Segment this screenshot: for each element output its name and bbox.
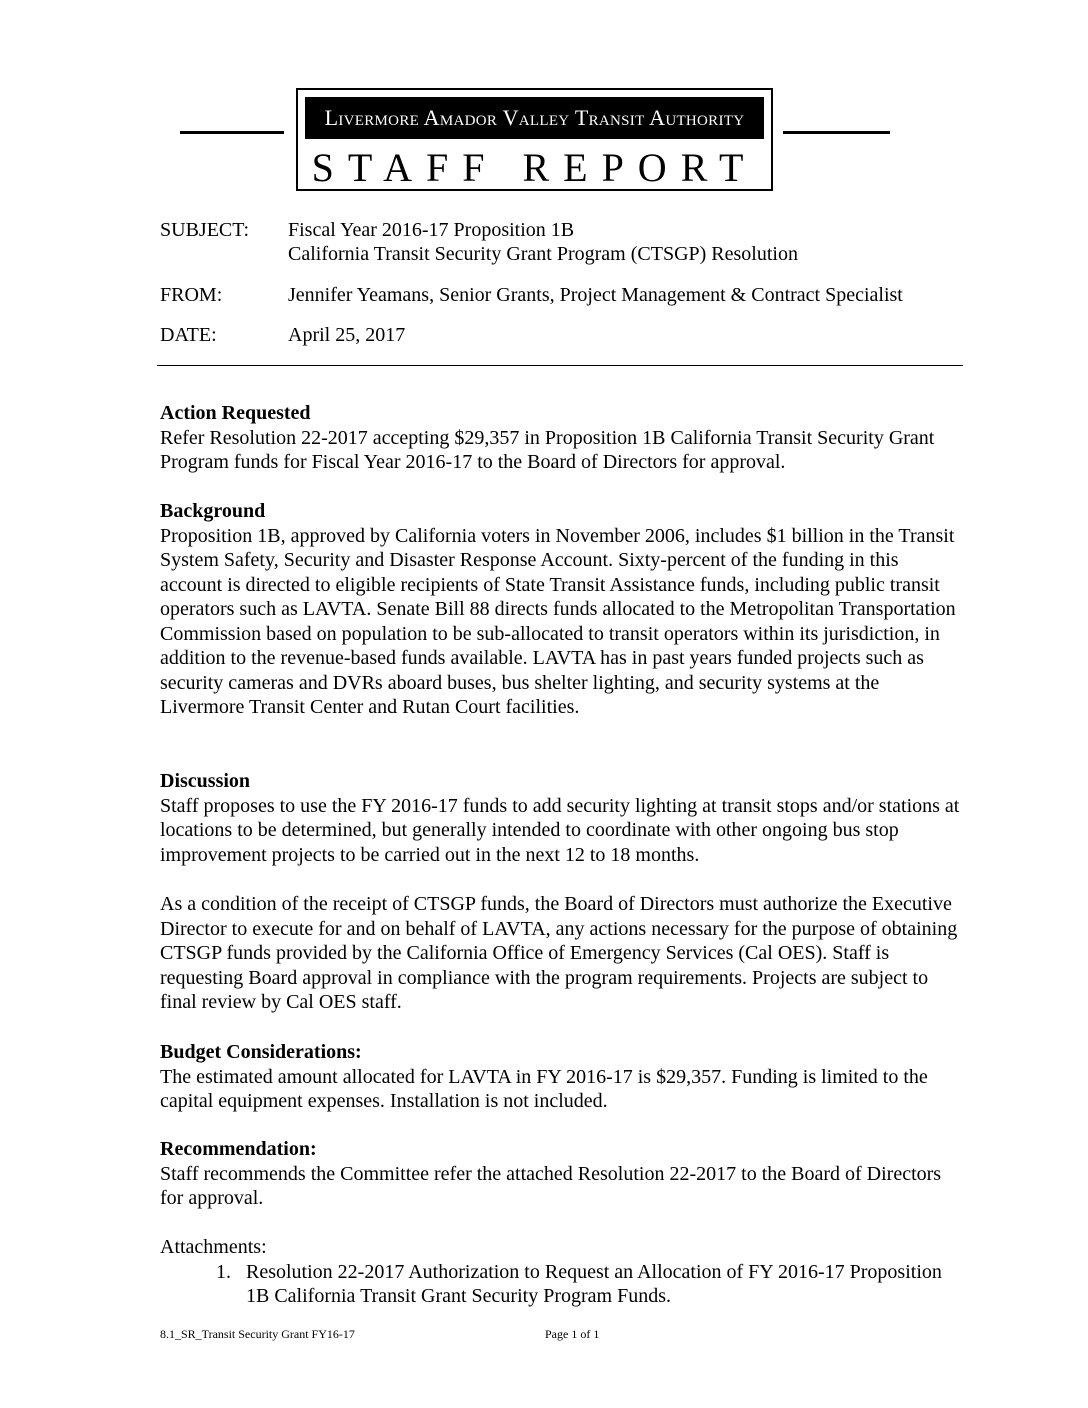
section-recommendation [160,1137,960,1211]
date-label: DATE: [160,324,217,346]
subject-line-2: California Transit Security Grant Program (CTSGP) Resolution [288,243,798,265]
footer-page-number: Page 1 of 1 [545,1327,600,1341]
section-action-requested [160,401,960,475]
section-heading: Budget Considerations: [160,1041,362,1063]
section-discussion-continued [160,892,960,1015]
section-discussion [160,769,960,867]
attachments-heading: Attachments: [160,1236,267,1258]
section-body: Refer Resolution 22-2017 accepting $29,357 in Proposition 1B California Transit Security Grant Program funds for Fiscal Year 2016-17 to the Board of Directors for approval. [160,426,935,473]
section-heading: Discussion [160,770,251,792]
from-label: FROM: [160,284,223,306]
header-divider [157,365,963,366]
section-heading: Recommendation: [160,1138,317,1160]
attachment-number: 1. [216,1260,231,1283]
organization-name: Livermore Amador Valley Transit Authority [305,97,764,139]
subject-value [288,218,968,266]
date-value: April 25, 2017 [288,324,406,346]
section-body: Proposition 1B, approved by California voters in November 2006, includes $1 billion in the Transit System Safety, Security and Disaster Response Account. Sixty-percent of the funding in this account is directed to eligible recipients of State Transit Assistance funds, including public transit operators such as LAVTA. Senate Bill 88 directs funds allocated to the Metropolitan Transportation Commission based on population to be sub-allocated to transit operators within its jurisdiction, in addition to the revenue-based funds available. LAVTA has in past years funded projects such as security cameras and DVRs aboard buses, bus shelter lighting, and security systems at the Livermore Transit Center and Rutan Court facilities. [160,524,956,718]
section-body: Staff recommends the Committee refer the attached Resolution 22-2017 to the Board of Directors for approval. [160,1162,942,1209]
header-rule-right [783,131,890,134]
section-body: Staff proposes to use the FY 2016-17 funds to add security lighting at transit stops and/or stations at locations to be determined, but generally intended to coordinate with other ongoing bus stop improvement projects to be carried out in the next 12 to 18 months. [160,794,960,866]
section-background [160,499,960,720]
report-title: STAFF REPORT [311,145,758,190]
section-heading: Action Requested [160,402,311,424]
subject-label: SUBJECT: [160,219,250,241]
section-heading: Background [160,500,266,522]
report-header [296,88,773,191]
section-budget [160,1040,960,1114]
header-rule-left [180,131,284,134]
footer-file-name: 8.1_SR_Transit Security Grant FY16-17 [160,1327,355,1341]
section-body: The estimated amount allocated for LAVTA in FY 2016-17 is $29,357. Funding is limited to the capital equipment expenses. Installation is not included. [160,1065,928,1112]
section-attachments [160,1235,960,1309]
subject-line-1: Fiscal Year 2016-17 Proposition 1B [288,219,575,241]
attachment-item [160,1260,960,1309]
attachments-list [160,1260,960,1309]
section-body: As a condition of the receipt of CTSGP funds, the Board of Directors must authorize the Executive Director to execute for and on behalf of LAVTA, any actions necessary for the purpose of obtaining CTSGP funds provided by the California Office of Emergency Services (Cal OES). Staff is requesting Board approval in compliance with the program requirements. Projects are subject to final review by Cal OES staff. [160,893,958,1013]
attachment-text: Resolution 22-2017 Authorization to Request an Allocation of FY 2016-17 Proposition 1B California Transit Grant Security Program Funds. [246,1260,942,1307]
from-value: Jennifer Yeamans, Senior Grants, Project Management & Contract Specialist [288,284,903,306]
